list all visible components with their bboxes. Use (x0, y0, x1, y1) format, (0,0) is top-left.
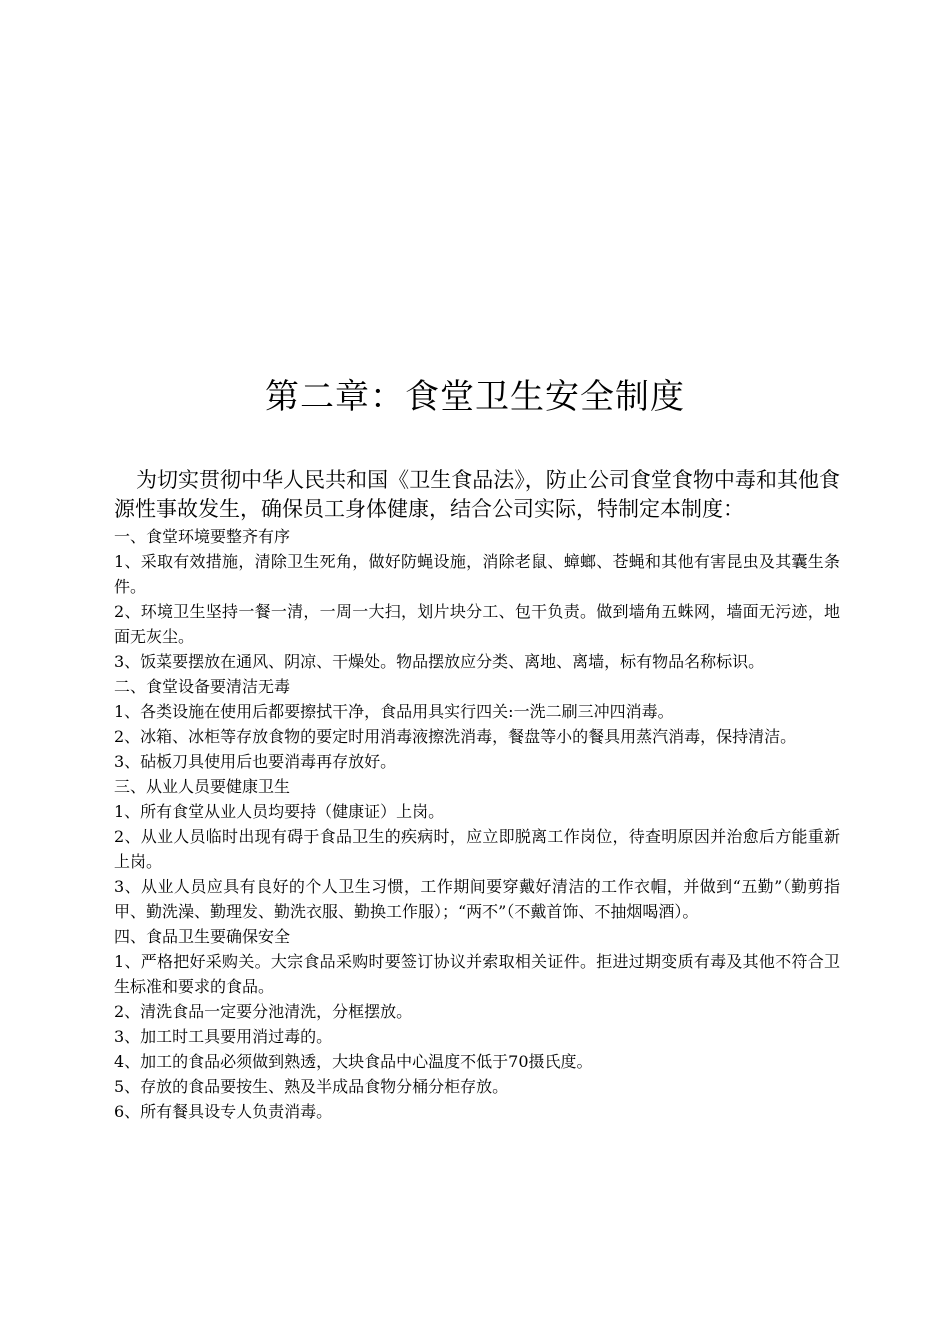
section-environment (114, 524, 840, 674)
section-heading: 二、食堂设备要清洁无毒 (114, 677, 291, 696)
list-item: 2、清洗食品一定要分池清洗，分框摆放。 (114, 1002, 413, 1021)
section-heading: 一、食堂环境要整齐有序 (114, 527, 291, 546)
list-item: 5、存放的食品要按生、熟及半成品食物分桶分柜存放。 (114, 1077, 509, 1096)
list-item: 1、所有食堂从业人员均要持（健康证）上岗。 (114, 802, 445, 821)
section-food-safety (114, 924, 840, 1124)
list-item: 2、从业人员临时出现有碍于食品卫生的疾病时，应立即脱离工作岗位，待查明原因并治愈后方能重新上岗。 (114, 827, 840, 871)
section-heading: 四、食品卫生要确保安全 (114, 927, 291, 946)
section-staff (114, 774, 840, 924)
list-item: 3、加工时工具要用消过毒的。 (114, 1027, 333, 1046)
list-item: 4、加工的食品必须做到熟透，大块食品中心温度不低于70摄氏度。 (114, 1052, 593, 1071)
list-item: 1、严格把好采购关。大宗食品采购时要签订协议并索取相关证件。拒进过期变质有毒及其他不符合卫生标准和要求的食品。 (114, 952, 840, 996)
list-item: 1、各类设施在使用后都要擦拭干净，食品用具实行四关:一洗二刷三冲四消毒。 (114, 702, 674, 721)
list-item: 3、饭菜要摆放在通风、阴凉、干燥处。物品摆放应分类、离地、离墙，标有物品名称标识。 (114, 652, 765, 671)
section-heading: 三、从业人员要健康卫生 (114, 777, 291, 796)
intro-paragraph: 为切实贯彻中华人民共和国《卫生食品法》，防止公司食堂食物中毒和其他食源性事故发生，确保员工身体健康，结合公司实际，特制定本制度： (114, 468, 840, 521)
list-item: 1、采取有效措施，清除卫生死角，做好防蝇设施，消除老鼠、蟑螂、苍蝇和其他有害昆虫及其囊生条件。 (114, 552, 840, 596)
list-item: 2、冰箱、冰柜等存放食物的要定时用消毒液擦洗消毒，餐盘等小的餐具用蒸汽消毒，保持清洁。 (114, 727, 797, 746)
list-item: 3、从业人员应具有良好的个人卫生习惯，工作期间要穿戴好清洁的工作衣帽，并做到“五勤”（勤剪指甲、勤洗澡、勤理发、勤洗衣服、勤换工作服）；“两不”（不戴首饰、不抽烟喝酒）。 (114, 877, 840, 921)
section-equipment (114, 674, 840, 774)
list-item: 3、砧板刀具使用后也要消毒再存放好。 (114, 752, 397, 771)
list-item: 6、所有餐具设专人负责消毒。 (114, 1102, 333, 1121)
page-title: 第二章：食堂卫生安全制度 (265, 377, 685, 417)
list-item: 2、环境卫生坚持一餐一清，一周一大扫，划片块分工、包干负责。做到墙角五蛛网，墙面无污迹，地面无灰尘。 (114, 602, 840, 646)
document-body (114, 466, 840, 1124)
